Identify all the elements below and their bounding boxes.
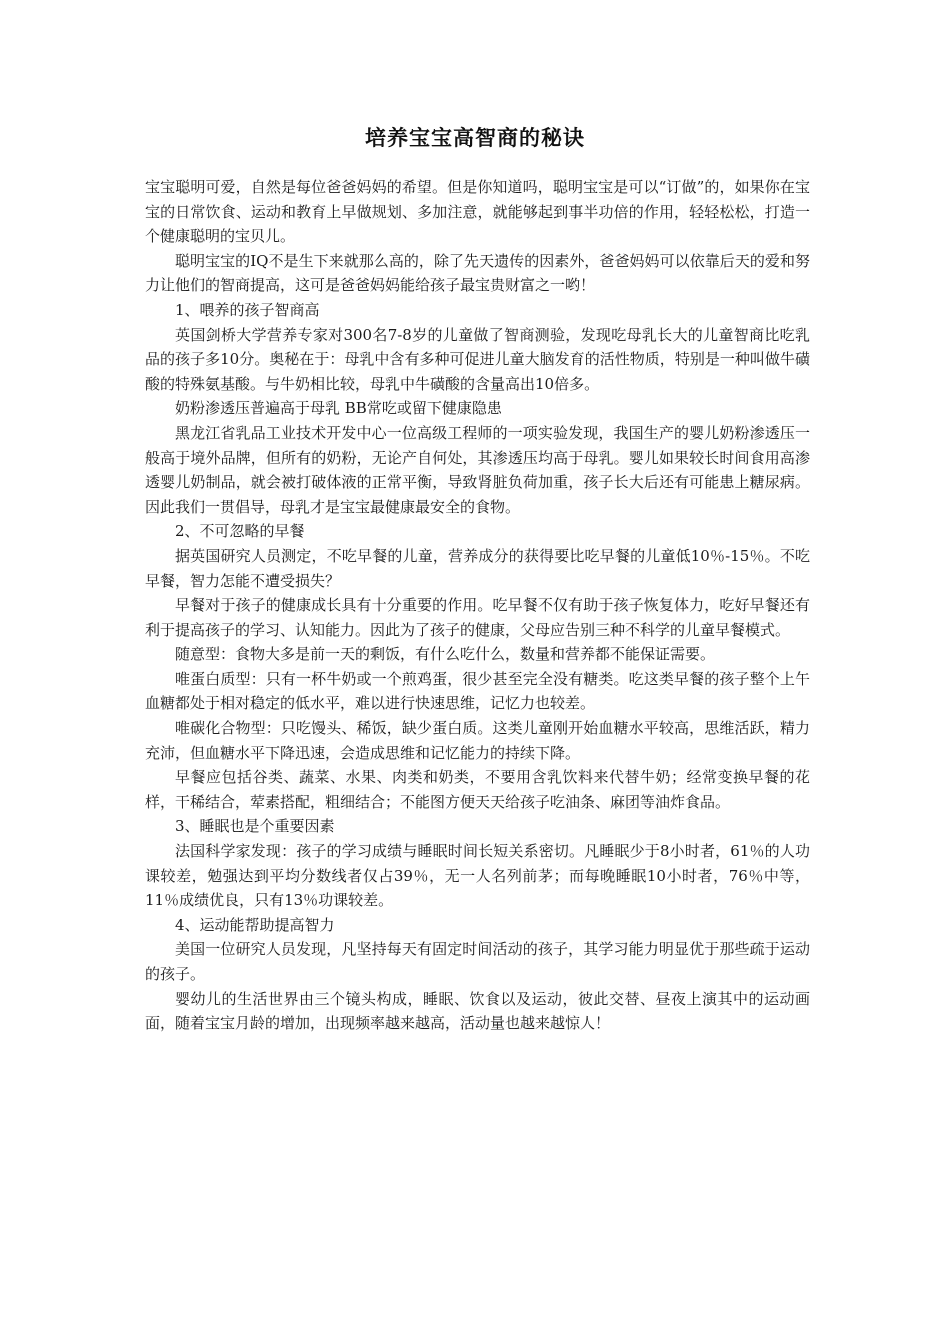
section-heading-3: 3、睡眠也是个重要因素	[175, 817, 335, 836]
breakfast-advice-paragraph: 早餐应包括谷类、蔬菜、水果、肉类和奶类，不要用含乳饮料来代替牛奶；经常变换早餐的花样，干稀结合，荤素搭配，粗细结合；不能图方便天天给孩子吃油条、麻团等油炸食品。	[145, 768, 810, 811]
carb-type-paragraph: 唯碳化合物型：只吃馒头、稀饭，缺少蛋白质。这类儿童刚开始血糖水平较高，思维活跃，精力充沛，但血糖水平下降迅速，会造成思维和记忆能力的持续下降。	[145, 719, 810, 762]
exercise-research-paragraph: 美国一位研究人员发现，凡坚持每天有固定时间活动的孩子，其学习能力明显优于那些疏于运动的孩子。	[145, 940, 810, 983]
section-heading-4: 4、运动能帮助提高智力	[175, 915, 335, 934]
protein-type-paragraph: 唯蛋白质型：只有一杯牛奶或一个煎鸡蛋，很少甚至完全没有糖类。吃这类早餐的孩子整个上午血糖都处于相对稳定的低水平，难以进行快速思维，记忆力也较差。	[145, 669, 810, 713]
section-heading-2: 2、不可忽略的早餐	[175, 522, 305, 541]
section-heading-1: 1、喂养的孩子智商高	[175, 300, 320, 319]
document-title: 培养宝宝高智商的秘诀	[365, 125, 585, 150]
formula-paragraph: 黑龙江省乳品工业技术开发中心一位高级工程师的一项实验发现，我国生产的婴儿奶粉渗透压一般高于境外品牌，但所有的奶粉，无论产自何处，其渗透压均高于母乳。婴儿如果较长时间食用高渗透婴儿奶制品，就会被打破体液的正常平衡，导致肾脏负荷加重，孩子长大后还有可能患上糖尿病。因此我们一贯倡导，母乳才是宝宝最健康最安全的食物。	[145, 423, 810, 516]
document-body	[145, 175, 810, 1036]
random-type-paragraph: 随意型：食物大多是前一天的剩饭，有什么吃什么，数量和营养都不能保证需要。	[175, 645, 716, 664]
sleep-paragraph: 法国科学家发现：孩子的学习成绩与睡眠时间长短关系密切。凡睡眠少于8小时者，61％的人功课较差，勉强达到平均分数线者仅占39％，无一人名列前茅；而每晚睡眠10小时者，76％中等，11％成绩优良，只有13％功课较差。	[145, 842, 810, 910]
breastfeeding-paragraph: 英国剑桥大学营养专家对300名7-8岁的儿童做了智商测验，发现吃母乳长大的儿童智商比吃乳品的孩子多10分。奥秘在于：母乳中含有多种可促进儿童大脑发育的活性物质，特别是一种叫做牛磺酸的特殊氨基酸。与牛奶相比较，母乳中牛磺酸的含量高出10倍多。	[145, 325, 810, 393]
iq-paragraph: 聪明宝宝的IQ不是生下来就那么高的，除了先天遗传的因素外，爸爸妈妈可以依靠后天的爱和努力让他们的智商提高，这可是爸爸妈妈能给孩子最宝贵财富之一哟！	[145, 251, 810, 295]
subheading-formula: 奶粉渗透压普遍高于母乳 BB常吃或留下健康隐患	[175, 399, 502, 418]
breakfast-research-paragraph: 据英国研究人员测定，不吃早餐的儿童，营养成分的获得要比吃早餐的儿童低10％-15％。不吃早餐，智力怎能不遭受损失？	[145, 546, 810, 590]
infant-life-paragraph: 婴幼儿的生活世界由三个镜头构成，睡眠、饮食以及运动，彼此交替、昼夜上演其中的运动画面，随着宝宝月龄的增加，出现频率越来越高，活动量也越来越惊人！	[145, 989, 810, 1033]
intro-paragraph: 宝宝聪明可爱，自然是每位爸爸妈妈的希望。但是你知道吗，聪明宝宝是可以“订做”的，如果你在宝宝的日常饮食、运动和教育上早做规划、多加注意，就能够起到事半功倍的作用，轻轻松松，打造一个健康聪明的宝贝儿。	[145, 178, 810, 246]
breakfast-importance-paragraph: 早餐对于孩子的健康成长具有十分重要的作用。吃早餐不仅有助于孩子恢复体力，吃好早餐还有利于提高孩子的学习、认知能力。因此为了孩子的健康，父母应告别三种不科学的儿童早餐模式。	[145, 596, 810, 639]
